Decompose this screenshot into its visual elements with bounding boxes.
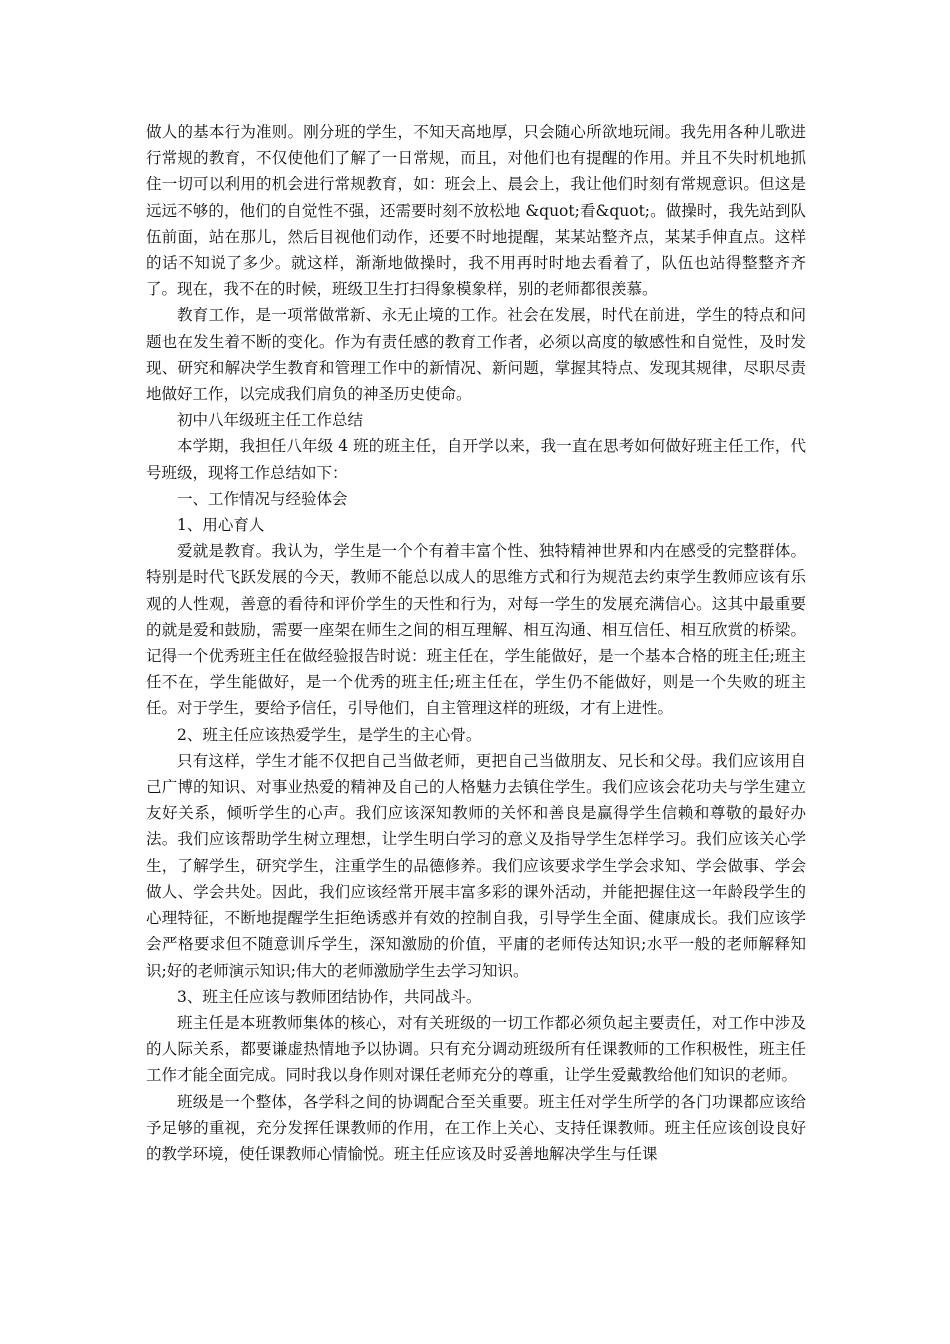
heading-work-experience: 一、工作情况与经验体会 <box>177 489 348 508</box>
heading-item-2: 2、班主任应该热爱学生，是学生的主心骨。 <box>177 725 482 744</box>
paragraph-students: 只有这样，学生才能不仅把自己当做老师，更把自己当做朋友、兄长和父母。我们应该用自己广博的知识、对事业热爱的精神及自己的人格魅力去镇住学生。我们应该会花功夫与学生建立友好关系，倾听学生的心声。我们应该深知教师的关怀和善良是赢得学生信赖和尊敬的最好办法。我们应该帮助学生树立理想，让学生明白学习的意义及指导学生怎样学习。我们应该关心学生，了解学生，研究学生，注重学生的品德修养。我们应该要求学生学会求知、学会做事、学会做人、学会共处。因此，我们应该经常开展丰富多彩的课外活动，并能把握住这一年龄段学生的心理特征，不断地提醒学生拒绝诱惑并有效的控制自我，引导学生全面、健康成长。我们应该学会严格要求但不随意训斥学生，深知激励的价值，平庸的老师传达知识;水平一般的老师解释知识;好的老师演示知识;伟大的老师激励学生去学习知识。 <box>146 751 806 980</box>
paragraph-1: 做人的基本行为准则。刚分班的学生，不知天高地厚，只会随心所欲地玩闹。我先用各种儿歌进行常规的教育，不仅使他们了解了一日常规，而且，对他们也有提醒的作用。并且不失时机地抓住一切可以利用的机会进行常规教育，如：班会上、晨会上，我让他们时刻有常规意识。但这是远远不够的，他们的自觉性不强，还需要时刻不放松地 &quot;看&quot;。做操时，我先站到队伍前面，站在那儿，然后目视他们动作，还要不时地提醒，某某站整齐点，某某手伸直点。这样的话不知说了多少。就这样，渐渐地做操时，我不用再时时地去看着了，队伍也站得整整齐齐了。现在，我不在的时候，班级卫生打扫得象模象样，别的老师都很羡慕。 <box>146 123 806 299</box>
paragraph-2: 教育工作，是一项常做常新、永无止境的工作。社会在发展，时代在前进，学生的特点和问题也在发生着不断的变化。作为有责任感的教育工作者，必须以高度的敏感性和自觉性，及时发现、研究和解决学生教育和管理工作中的新情况、新问题，掌握其特点、发现其规律，尽职尽责地做好工作，以完成我们肩负的神圣历史使命。 <box>146 306 806 404</box>
heading-item-1: 1、用心育人 <box>177 516 265 535</box>
paragraph-love-education: 爱就是教育。我认为，学生是一个个有着丰富个性、独特精神世界和内在感受的完整群体。特别是时代飞跃发展的今天，教师不能总以成人的思维方式和行为规范去约束学生教师应该有乐观的人性观，善意的看待和评价学生的天性和行为，对每一学生的发展充满信心。这其中最重要的就是爱和鼓励，需要一座架在师生之间的相互理解、相互沟通、相互信任、相互欣赏的桥梁。记得一个优秀班主任在做经验报告时说：班主任在，学生能做好，是一个基本合格的班主任;班主任不在，学生能做好，是一个优秀的班主任;班主任在，学生仍不能做好，则是一个失败的班主任。对于学生，要给予信任，引导他们，自主管理这样的班级，才有上进性。 <box>146 542 806 718</box>
paragraph-teamwork: 班主任是本班教师集体的核心，对有关班级的一切工作都必须负起主要责任，对工作中涉及的人际关系，都要谦虚热情地予以协调。只有充分调动班级所有任课教师的工作积极性，班主任工作才能全面完成。同时我以身作则对课任老师充分的尊重，让学生爱戴教给他们知识的老师。 <box>146 1013 806 1085</box>
section-title: 初中八年级班主任工作总结 <box>177 411 364 430</box>
document-page <box>146 119 806 1167</box>
paragraph-intro: 本学期，我担任八年级 4 班的班主任，自开学以来，我一直在思考如何做好班主任工作，代号班级，现将工作总结如下： <box>146 437 806 482</box>
heading-item-3: 3、班主任应该与教师团结协作，共同战斗。 <box>177 987 482 1006</box>
paragraph-coordination: 班级是一个整体，各学科之间的协调配合至关重要。班主任对学生所学的各门功课都应该给予足够的重视，充分发挥任课教师的作用，在工作上关心、支持任课教师。班主任应该创设良好的教学环境，使任课教师心情愉悦。班主任应该及时妥善地解决学生与任课 <box>146 1092 806 1163</box>
